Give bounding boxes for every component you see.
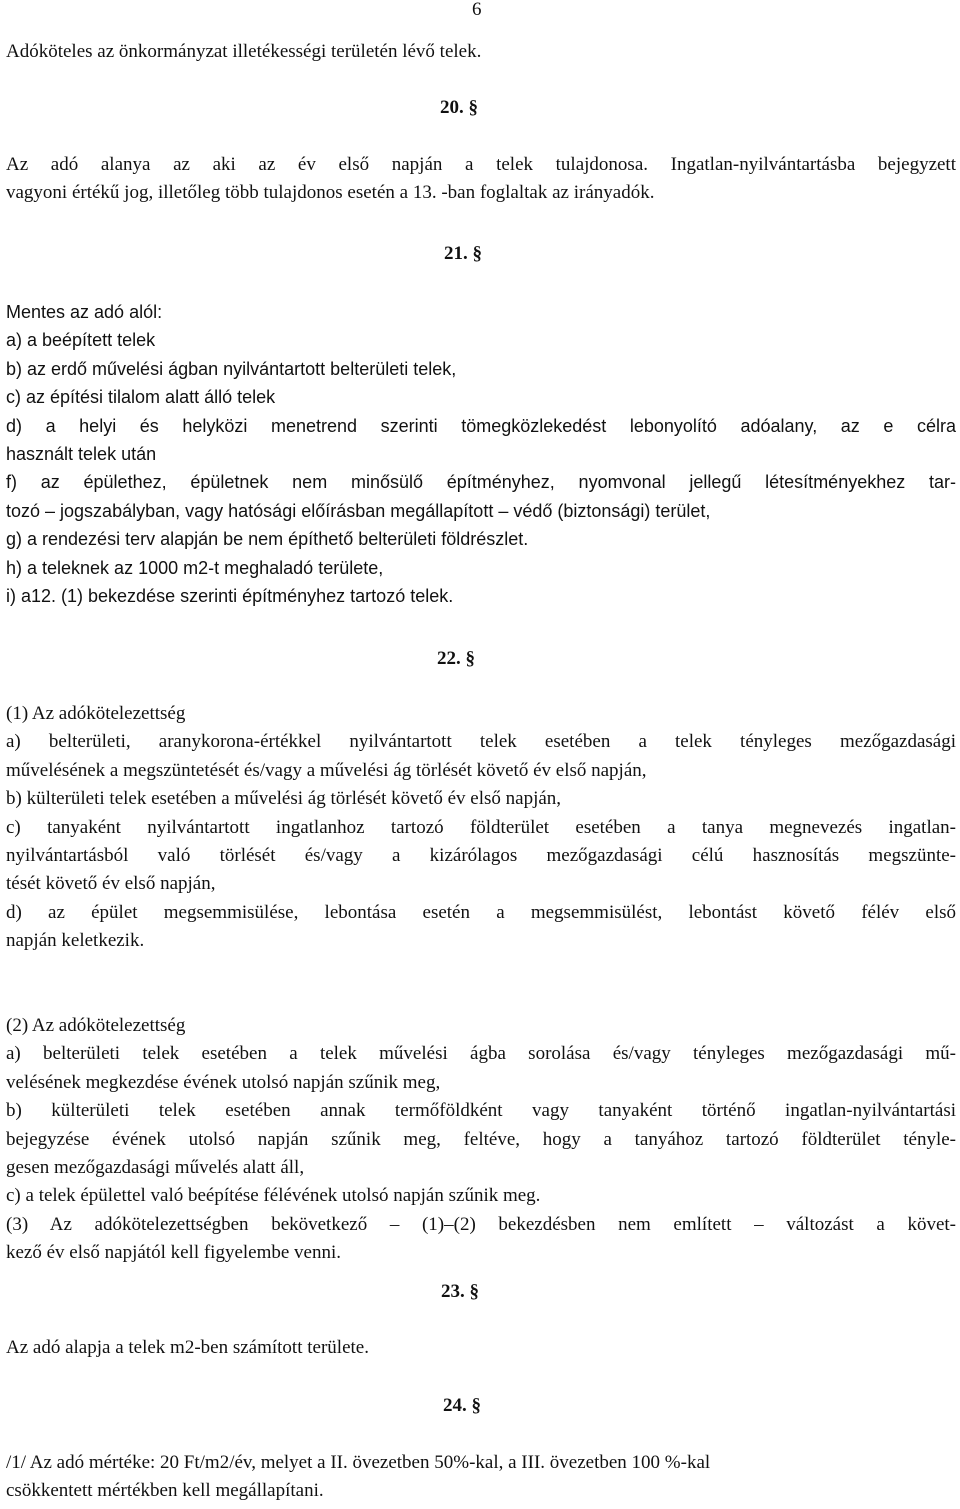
- intro-text: Adóköteles az önkormányzat illetékességi területén lévő telek.: [6, 41, 482, 62]
- section-23-text: Az adó alapja a telek m2-ben számított területe.: [6, 1337, 369, 1358]
- section-22-line: nyilvántartásból való törlését és/vagy a kizárólagos mezőgazdasági célú hasznosítás megszünte-: [6, 845, 956, 867]
- section-22-line: d) az épület megsemmisülése, lebontása esetén a megsemmisülést, lebontást követő félév első: [6, 901, 956, 923]
- section-22-line: kező év első napjától kell figyelembe venni.: [6, 1242, 342, 1264]
- section-22-line: (2) Az adókötelezettség: [6, 1015, 186, 1036]
- section-21-line: b) az erdő művelési ágban nyilvántartott belterületi telek,: [6, 358, 457, 379]
- section-22-line: gesen mezőgazdasági művelés alatt áll,: [6, 1157, 305, 1179]
- section-20-line: vagyoni értékű jog, illetőleg több tulajdonos esetén a 13. -ban foglaltak az irányadók.: [6, 182, 655, 204]
- section-21-line: tozó – jogszabályban, vagy hatósági előírásban megállapított – védő (biztonsági) terület,: [6, 500, 711, 521]
- section-sign-icon: §: [463, 97, 478, 118]
- section-21-line: c) az építési tilalom alatt álló telek: [6, 387, 276, 408]
- section-sign-icon: §: [464, 1281, 479, 1302]
- section-23-heading: 23. §: [441, 1281, 479, 1302]
- section-22-line: napján keletkezik.: [6, 930, 145, 952]
- section-21-line: f) az épülethez, épületnek nem minősülő építményhez, nyomvonal jellegű létesítményekhez tar-: [6, 472, 956, 493]
- section-24-body: [6, 1449, 956, 1506]
- section-22-line: c) a telek épülettel való beépítése félévének utolsó napján szűnik meg.: [6, 1185, 541, 1207]
- section-22-line: tését követő év első napján,: [6, 873, 216, 895]
- section-22-line: művelésének a megszüntetését és/vagy a művelési ág törlését követő év első napján,: [6, 759, 647, 781]
- section-24-heading: 24. §: [443, 1395, 481, 1416]
- section-22-line: c) tanyaként nyilvántartott ingatlanhoz tartozó földterület esetében a tanya megnevezés ingatlan-: [6, 816, 956, 838]
- section-21-line: a) a beépített telek: [6, 330, 156, 351]
- section-21-line: g) a rendezési terv alapján be nem építhető belterületi földrészlet.: [6, 529, 529, 550]
- section-21-line: i) a12. (1) bekezdése szerinti építményhez tartozó telek.: [6, 586, 454, 607]
- section-20-body: [6, 151, 956, 208]
- section-21-line: h) a teleknek az 1000 m2-t meghaladó területe,: [6, 557, 384, 578]
- section-21-line: használt telek után: [6, 444, 157, 465]
- section-21-line: Mentes az adó alól:: [6, 302, 163, 322]
- section-22-line: (1) Az adókötelezettség: [6, 703, 186, 724]
- section-20-heading: 20. §: [440, 97, 478, 118]
- page-number: 6: [472, 0, 482, 20]
- section-22-line: bejegyzése évének utolsó napján szűnik meg, feltéve, hogy a tanyához tartozó földterület tényle-: [6, 1128, 956, 1150]
- section-20-line: Az adó alanya az aki az év első napján a telek tulajdonosa. Ingatlan-nyilvántartásba bejegyzett: [6, 154, 956, 175]
- section-22-line: (3) Az adókötelezettségben bekövetkező – (1)–(2) bekezdésben nem említett – változást a követ-: [6, 1213, 956, 1235]
- section-21-line: d) a helyi és helyközi menetrend szerinti tömegközlekedést lebonyolító adóalany, az e célra: [6, 415, 956, 436]
- section-23-body: [6, 1334, 956, 1362]
- section-22-line: a) belterületi, aranykorona-értékkel nyilvántartott telek esetében a telek tényleges mezőgazdasági: [6, 731, 956, 753]
- intro-paragraph: [6, 38, 956, 66]
- section-24-line: /1/ Az adó mértéke: 20 Ft/m2/év, melyet a II. övezetben 50%-kal, a III. övezetben 100 %-kal: [6, 1452, 711, 1473]
- section-22-heading: 22. §: [437, 648, 475, 669]
- section-22-paragraph-1: [6, 700, 956, 956]
- section-21-heading: 21. §: [444, 243, 482, 264]
- section-22-paragraph-2: [6, 1012, 956, 1268]
- section-21-body: [6, 298, 956, 610]
- section-sign-icon: §: [460, 648, 475, 669]
- section-22-line: b) külterületi telek esetében a művelési ág törlését követő év első napján,: [6, 788, 562, 810]
- section-22-line: a) belterületi telek esetében a telek művelési ágba sorolása és/vagy tényleges mezőgazdasági mű-: [6, 1043, 956, 1065]
- section-24-line: csökkentett mértékben kell megállapítani.: [6, 1480, 324, 1502]
- section-22-line: velésének megkezdése évének utolsó napján szűnik meg,: [6, 1071, 441, 1093]
- section-sign-icon: §: [466, 1395, 481, 1416]
- section-22-line: b) külterületi telek esetében annak termőföldként vagy tanyaként történő ingatlan-nyilvántartási: [6, 1100, 956, 1122]
- section-sign-icon: §: [467, 243, 482, 264]
